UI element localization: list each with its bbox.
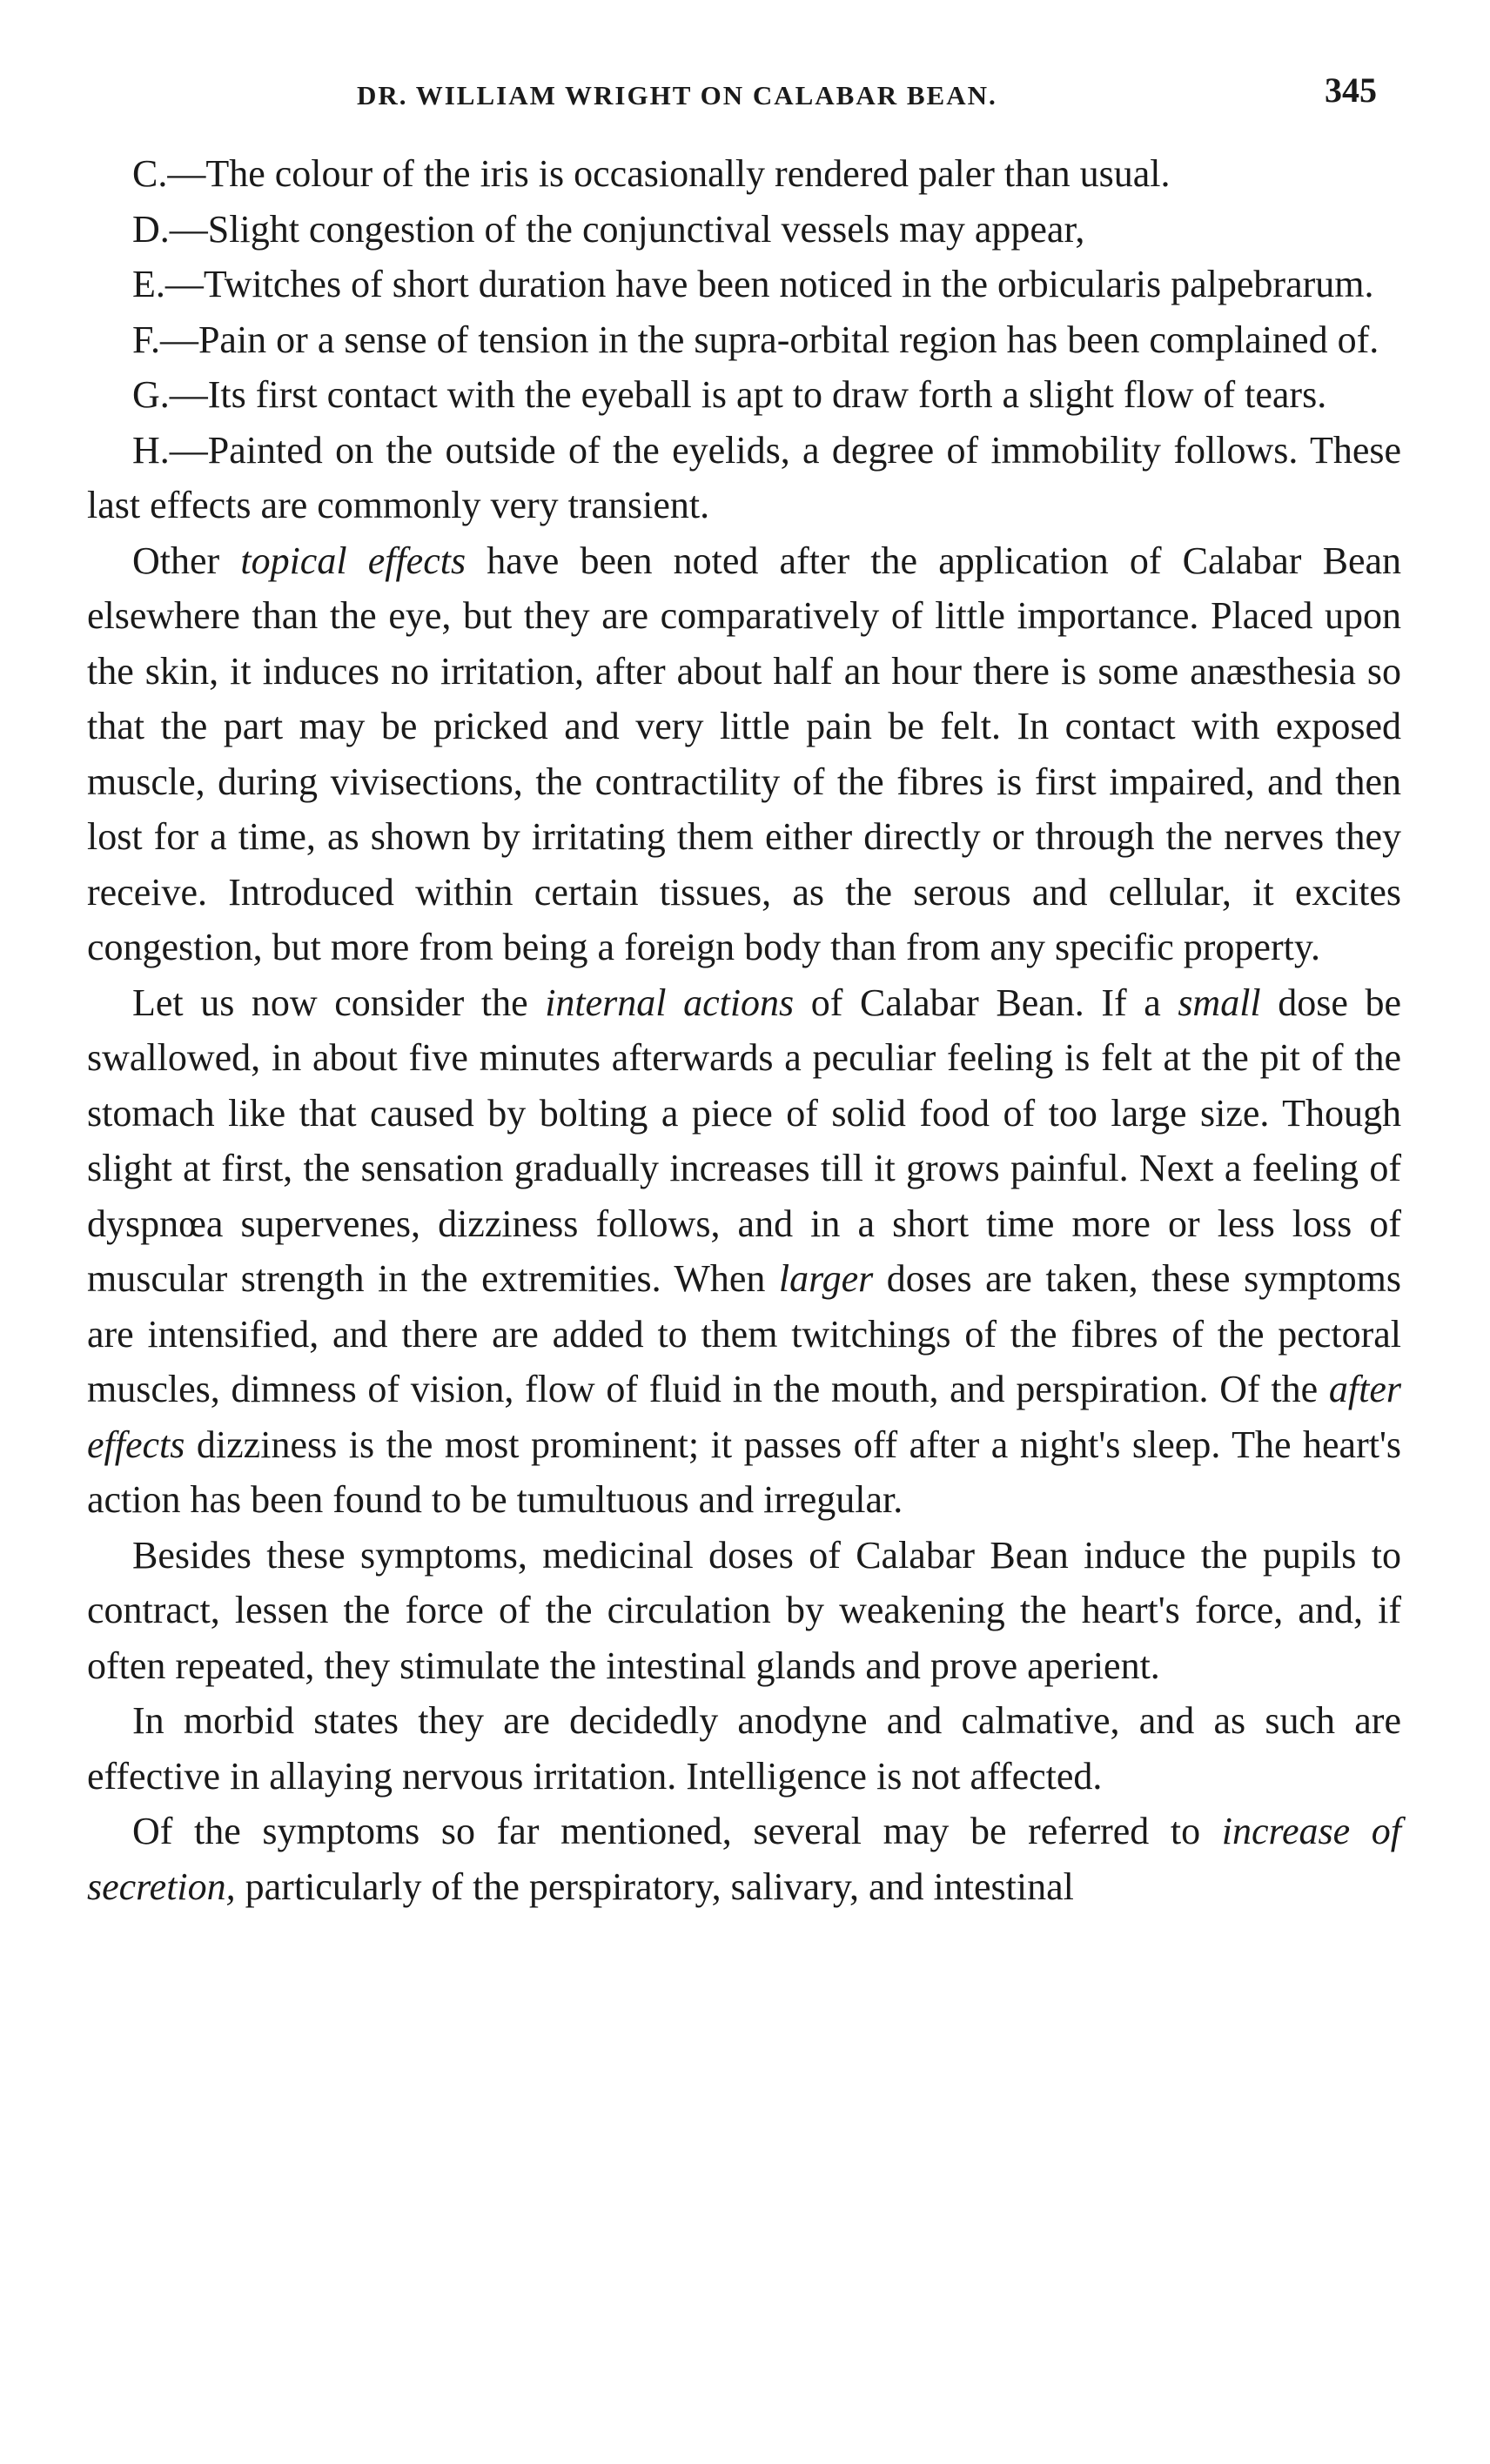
page-number: 345 [1325,70,1377,110]
text-run: dizziness is the most prominent; it passes off after a night's sleep. The heart's action has been found to be tumultuous and irregular. [87,1423,1401,1521]
paragraph-secretion [87,1804,1401,1914]
text-run: Let us now consider the [132,981,546,1024]
paragraph-medicinal-doses: Besides these symptoms, medicinal doses of Calabar Bean induce the pupils to contract, lessen the force of the circulation by weakening the heart's force, and, if often repeated, they stimulate the intestinal glands and prove aperient. [87,1533,1401,1687]
text-run: dose be swallowed, in about five minutes afterwards a peculiar feeling is felt at the pit of the stomach like that caused by bolting a piece of solid food of too large size. Though slight at first, the sensation gradually increases till it grows painful. Next a feeling of dyspnœa supervenes, dizziness follows, and in a short time more or less loss of muscular strength in the extremities. When [87,981,1401,1300]
paragraph-topical-effects [87,533,1401,975]
paragraph-internal-actions [87,975,1401,1528]
emphasis: internal actions [545,981,795,1024]
emphasis: larger [778,1257,874,1300]
text-run: have been noted after the application of Calabar Bean elsewhere than the eye, but they are comparatively of little importance. Placed upon the skin, it induces no irritation, after about half an hour there is some anæsthesia so that the part may be pricked and very little pain be felt. In contact with exposed muscle, during vivisections, the contractility of the fibres is first impaired, and then lost for a time, as shown by irritating them either directly or through the nerves they receive. Introduced within certain tissues, as the serous and cellular, it excites congestion, but more from being a foreign body than from any specific property. [87,539,1402,968]
emphasis: after effects [87,1368,1401,1466]
text-run: Other [132,539,241,582]
text-run: Of the symptoms so far mentioned, several may be referred to [132,1810,1222,1852]
emphasis: topical effects [240,539,466,582]
running-head [87,52,1401,113]
running-title: DR. WILLIAM WRIGHT ON CALABAR BEAN. [357,80,997,110]
text-run: particularly of the perspiratory, salivary, and intestinal [235,1865,1074,1908]
page [87,52,1401,1914]
emphasis: small [1178,981,1261,1024]
paragraph-e: E.—Twitches of short duration have been noticed in the orbicularis palpebrarum. [132,263,1374,305]
emphasis: increase of secretion, [87,1810,1401,1908]
paragraph-c: C.—The colour of the iris is occasionally rendered paler than usual. [132,152,1171,195]
paragraph-h: H.—Painted on the outside of the eyelids, a degree of immobility follows. These last effects are commonly very transient. [87,428,1401,526]
body-text [87,146,1401,1914]
paragraph-f: F.—Pain or a sense of tension in the supra-orbital region has been complained of. [132,318,1379,361]
paragraph-g: G.—Its first contact with the eyeball is apt to draw forth a slight flow of tears. [132,373,1327,416]
paragraph-d: D.—Slight congestion of the conjunctival vessels may appear, [132,207,1085,251]
text-run: of Calabar Bean. If a [794,981,1178,1024]
paragraph-morbid-states: In morbid states they are decidedly anodyne and calmative, and as such are effective in allaying nervous irritation. Intelligence is not affected. [87,1699,1401,1798]
text-run: doses are taken, these symptoms are intensified, and there are added to them twitchings of the fibres of the pectoral muscles, dimness of vision, flow of fluid in the mouth, and perspiration. Of the [87,1257,1401,1410]
